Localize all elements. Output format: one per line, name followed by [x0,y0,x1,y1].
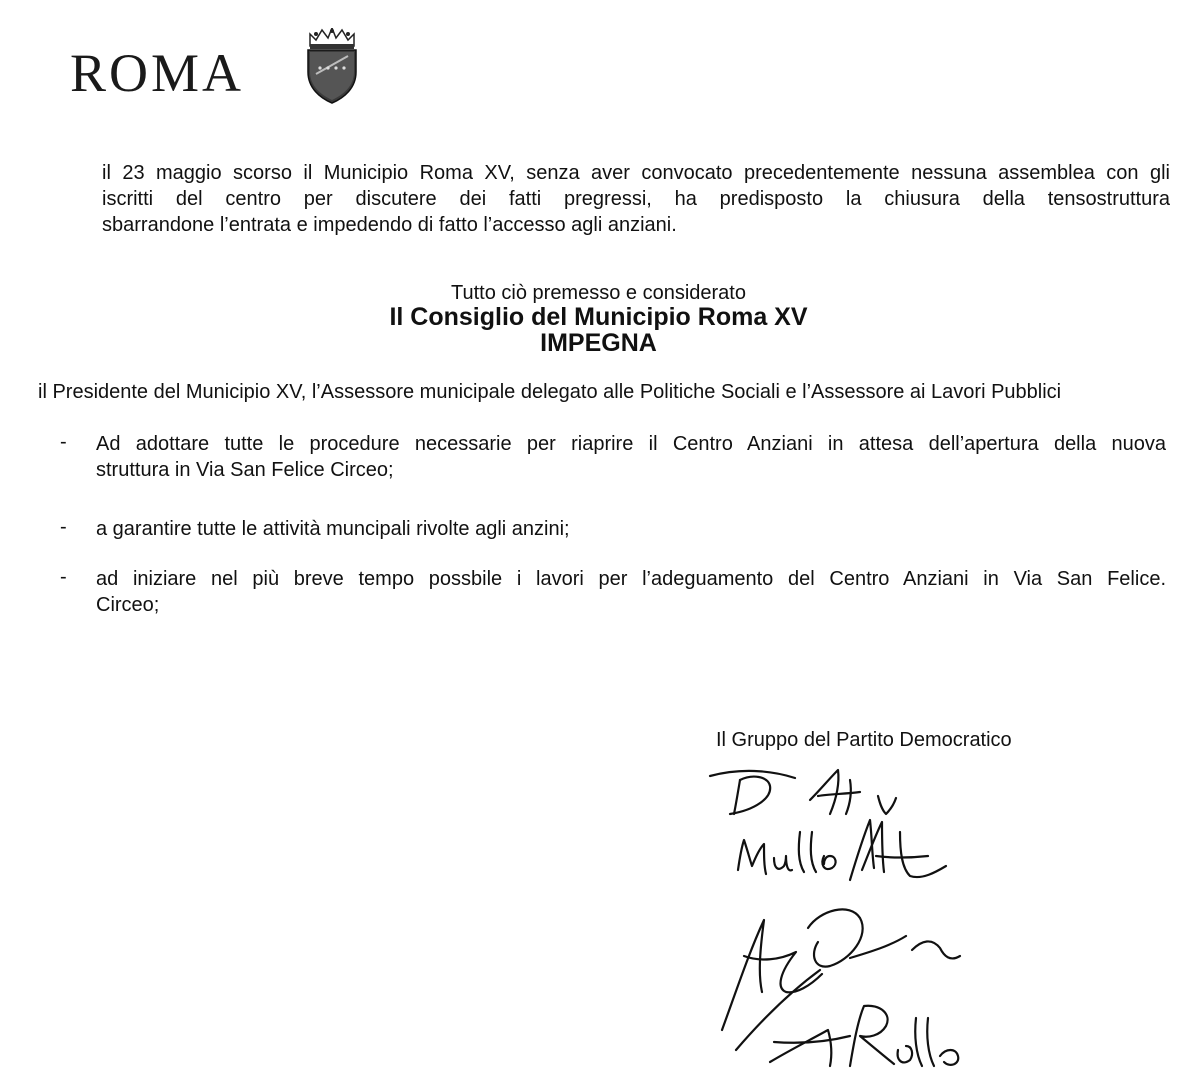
council-heading: Il Consiglio del Municipio Roma XV [389,303,808,331]
bullet-dash: - [60,516,67,538]
premise-line: Tutto ciò premesso e considerato [451,282,746,304]
list-item-line: ad iniziare nel più breve tempo possbile i lavori per l’adeguamento del Centro Anziani in Via San Felice. [96,568,1166,590]
intro-line: sbarrandone l’entrata e impedendo di fatto l’accesso agli anziani. [102,214,677,236]
impegna-heading: IMPEGNA [540,329,657,357]
list-item-line: Ad adottare tutte le procedure necessarie per riaprire il Centro Anziani in attesa dell’apertura della nuova [96,433,1166,455]
roma-crest-icon [302,28,362,104]
list-item-line: struttura in Via San Felice Circeo; [96,459,394,481]
intro-line: iscritti del centro per discutere dei fatti pregressi, ha predisposto la chiusura della tensostruttura [102,188,1170,210]
roma-logo-text: ROMA [70,43,245,103]
list-item-line: a garantire tutte le attività muncipali rivolte agli anzini; [96,518,570,540]
intro-line: il 23 maggio scorso il Municipio Roma XV, senza aver convocato precedentemente nessuna assemblea con gli [102,162,1170,184]
intro-paragraph [102,160,1170,238]
signature-group-label: Il Gruppo del Partito Democratico [716,729,1012,751]
handwritten-signatures [700,760,1000,1075]
list-item-text [96,431,1166,483]
bullet-dash: - [60,566,67,588]
bullet-dash: - [60,431,67,453]
list-item-line: Circeo; [96,594,160,616]
list-item-text [96,516,1166,542]
addressee-line: il Presidente del Municipio XV, l’Assessore municipale delegato alle Politiche Sociali e l’Assessore ai Lavori Pubblici [38,381,1062,403]
list-item-text [96,566,1166,618]
